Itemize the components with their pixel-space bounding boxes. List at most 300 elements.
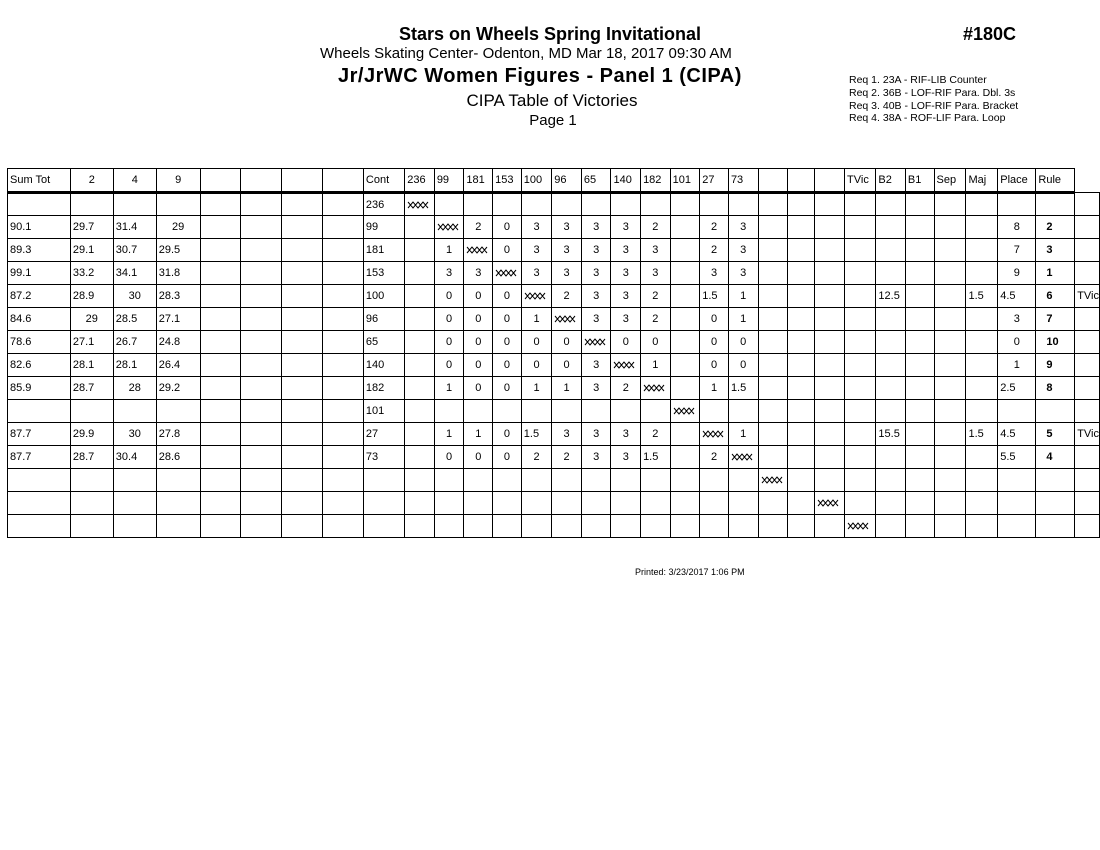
sep-cell <box>966 400 998 423</box>
venue-date-line: Wheels Skating Center- Odenton, MD Mar 18, 2017 09:30 AM <box>320 45 732 62</box>
victory-cell <box>788 193 815 216</box>
rule-cell <box>1075 492 1100 515</box>
judge-score-cell: 33.2 <box>70 262 113 285</box>
victory-cell: 3 <box>581 446 611 469</box>
victory-cell: 0 <box>700 331 729 354</box>
empty-cell <box>845 446 876 469</box>
printed-timestamp: Printed: 3/23/2017 1:06 PM <box>635 567 745 577</box>
column-header <box>282 169 323 193</box>
victory-cell <box>641 193 671 216</box>
victory-cell <box>758 239 788 262</box>
cross-out-icon <box>673 406 696 416</box>
victory-cell <box>788 492 815 515</box>
victory-cell: 0 <box>641 331 671 354</box>
victory-cell <box>405 354 435 377</box>
victory-cell: 2 <box>611 377 641 400</box>
victory-cell <box>670 446 700 469</box>
empty-judge-cell <box>282 216 323 239</box>
victory-cell <box>728 400 758 423</box>
requirement-2: Req 2. 36B - LOF-RIF Para. Dbl. 3s <box>849 86 1016 99</box>
victory-cell <box>670 216 700 239</box>
empty-judge-cell <box>241 377 282 400</box>
column-header: Place <box>998 169 1036 193</box>
empty-cell <box>845 331 876 354</box>
victory-cell: 3 <box>728 216 758 239</box>
victory-cell: 3 <box>611 308 641 331</box>
sum-total-cell: 87.7 <box>8 423 71 446</box>
empty-judge-cell <box>282 285 323 308</box>
victory-cell <box>758 262 788 285</box>
place-cell: 1 <box>1036 262 1075 285</box>
report-title: CIPA Table of Victories <box>466 91 638 110</box>
victory-cell: 1.5 <box>728 377 758 400</box>
victory-cell: 2 <box>641 308 671 331</box>
b1-cell <box>934 239 966 262</box>
victory-cell: 0 <box>521 354 552 377</box>
sep-cell: 1.5 <box>966 423 998 446</box>
empty-judge-cell <box>241 423 282 446</box>
victory-cell: 1.5 <box>700 285 729 308</box>
self-comparison-cell <box>758 469 788 492</box>
empty-judge-cell <box>323 377 364 400</box>
place-cell: 4 <box>1036 446 1075 469</box>
column-header: 99 <box>434 169 464 193</box>
empty-cell <box>815 400 845 423</box>
empty-cell <box>845 423 876 446</box>
empty-judge-cell <box>282 308 323 331</box>
victory-cell: 3 <box>521 216 552 239</box>
victory-cell: 1 <box>728 308 758 331</box>
empty-judge-cell <box>200 193 241 216</box>
victory-cell: 3 <box>728 262 758 285</box>
b2-cell <box>905 285 934 308</box>
victory-cell: 0 <box>493 423 522 446</box>
b2-cell <box>905 354 934 377</box>
empty-judge-cell <box>200 262 241 285</box>
judge-score-cell: 28.7 <box>70 446 113 469</box>
empty-cell <box>845 216 876 239</box>
empty-cell <box>815 469 845 492</box>
sum-total-cell <box>8 400 71 423</box>
judge-score-cell: 28 <box>113 377 156 400</box>
cross-out-icon <box>584 337 607 347</box>
b1-cell <box>934 492 966 515</box>
sep-cell <box>966 377 998 400</box>
cross-out-icon <box>437 222 460 232</box>
victory-cell <box>758 285 788 308</box>
empty-cell <box>815 515 845 538</box>
place-cell: 5 <box>1036 423 1075 446</box>
table-header-row <box>8 169 1100 193</box>
victory-cell: 1 <box>521 377 552 400</box>
judge-score-cell: 28.7 <box>70 377 113 400</box>
contestant-cell: 100 <box>363 285 404 308</box>
tvic-cell: 12.5 <box>876 285 905 308</box>
rule-cell <box>1075 469 1100 492</box>
victory-cell: 0 <box>464 446 493 469</box>
victory-cell <box>641 515 671 538</box>
empty-cell <box>815 262 845 285</box>
victory-cell: 3 <box>434 262 464 285</box>
judge-score-cell: 29.2 <box>156 377 200 400</box>
column-header <box>788 169 815 193</box>
victory-cell <box>521 515 552 538</box>
victory-cell <box>758 423 788 446</box>
victory-cell: 0 <box>552 331 582 354</box>
empty-judge-cell <box>241 446 282 469</box>
self-comparison-cell <box>552 308 582 331</box>
tvic-cell <box>876 262 905 285</box>
victory-cell: 3 <box>581 354 611 377</box>
sum-total-cell <box>8 515 71 538</box>
column-header: B2 <box>876 169 905 193</box>
sum-total-cell: 78.6 <box>8 331 71 354</box>
majority-cell: 8 <box>998 216 1036 239</box>
majority-cell <box>998 193 1036 216</box>
majority-cell <box>998 400 1036 423</box>
b2-cell <box>905 262 934 285</box>
empty-judge-cell <box>323 515 364 538</box>
tvic-cell <box>876 216 905 239</box>
place-cell <box>1036 515 1075 538</box>
column-header: 100 <box>521 169 552 193</box>
place-cell: 6 <box>1036 285 1075 308</box>
victory-cell <box>464 400 493 423</box>
column-header: 9 <box>156 169 200 193</box>
empty-judge-cell <box>200 446 241 469</box>
b1-cell <box>934 308 966 331</box>
victory-cell: 3 <box>581 239 611 262</box>
victory-cell: 2 <box>700 239 729 262</box>
empty-judge-cell <box>241 400 282 423</box>
victory-cell <box>493 400 522 423</box>
empty-judge-cell <box>241 331 282 354</box>
victory-cell <box>405 515 435 538</box>
victory-cell: 2 <box>464 216 493 239</box>
victory-cell <box>728 515 758 538</box>
victory-cell <box>405 308 435 331</box>
contestant-cell <box>363 492 404 515</box>
majority-cell: 7 <box>998 239 1036 262</box>
tvic-cell: 15.5 <box>876 423 905 446</box>
victory-cell: 0 <box>493 216 522 239</box>
b1-cell <box>934 377 966 400</box>
empty-judge-cell <box>200 377 241 400</box>
empty-judge-cell <box>282 331 323 354</box>
empty-cell <box>815 354 845 377</box>
judge-score-cell: 28.3 <box>156 285 200 308</box>
judge-score-cell: 29.1 <box>70 239 113 262</box>
sep-cell <box>966 308 998 331</box>
victory-cell <box>581 193 611 216</box>
victory-cell <box>405 469 435 492</box>
victory-cell <box>670 377 700 400</box>
rule-cell <box>1075 262 1100 285</box>
judge-score-cell <box>156 469 200 492</box>
column-header: Rule <box>1036 169 1075 193</box>
victory-cell: 3 <box>581 423 611 446</box>
column-header: 101 <box>670 169 700 193</box>
judge-score-cell: 29.5 <box>156 239 200 262</box>
b1-cell <box>934 354 966 377</box>
judge-score-cell <box>156 492 200 515</box>
victory-cell <box>434 193 464 216</box>
cross-out-icon <box>613 360 636 370</box>
cross-out-icon <box>817 498 840 508</box>
victory-cell <box>788 423 815 446</box>
column-header: 182 <box>641 169 671 193</box>
empty-judge-cell <box>241 354 282 377</box>
contestant-cell: 96 <box>363 308 404 331</box>
victory-cell <box>670 239 700 262</box>
table-of-victories <box>7 168 1100 538</box>
victory-cell <box>521 469 552 492</box>
empty-judge-cell <box>241 308 282 331</box>
victory-cell <box>758 193 788 216</box>
contestant-cell <box>363 515 404 538</box>
victory-cell: 0 <box>464 354 493 377</box>
empty-judge-cell <box>323 285 364 308</box>
empty-judge-cell <box>241 285 282 308</box>
sep-cell <box>966 354 998 377</box>
victory-cell <box>670 262 700 285</box>
victory-cell <box>728 469 758 492</box>
victory-cell <box>641 492 671 515</box>
contestant-cell: 182 <box>363 377 404 400</box>
judge-score-cell: 31.8 <box>156 262 200 285</box>
self-comparison-cell <box>815 492 845 515</box>
victory-cell <box>611 193 641 216</box>
victory-cell: 0 <box>434 285 464 308</box>
victory-cell: 2 <box>521 446 552 469</box>
event-name: Jr/JrWC Women Figures - Panel 1 (CIPA) <box>338 65 742 87</box>
victory-cell: 0 <box>464 285 493 308</box>
victory-cell <box>670 423 700 446</box>
empty-judge-cell <box>323 446 364 469</box>
tvic-cell <box>876 469 905 492</box>
victory-cell <box>405 423 435 446</box>
rule-cell <box>1075 216 1100 239</box>
victory-cell <box>464 515 493 538</box>
sum-total-cell: 87.2 <box>8 285 71 308</box>
cross-out-icon <box>466 245 489 255</box>
victory-cell <box>788 400 815 423</box>
victory-cell <box>464 469 493 492</box>
victory-cell: 0 <box>611 331 641 354</box>
victory-cell <box>700 492 729 515</box>
table-row <box>8 515 1100 538</box>
cross-out-icon <box>731 452 754 462</box>
victory-cell <box>434 400 464 423</box>
victory-cell: 3 <box>521 239 552 262</box>
empty-cell <box>815 239 845 262</box>
column-header <box>815 169 845 193</box>
victory-cell: 3 <box>611 423 641 446</box>
sum-total-cell: 87.7 <box>8 446 71 469</box>
empty-judge-cell <box>200 469 241 492</box>
victory-cell: 1 <box>434 377 464 400</box>
victory-cell <box>728 492 758 515</box>
sum-total-cell <box>8 193 71 216</box>
victory-cell <box>788 469 815 492</box>
victory-cell <box>670 492 700 515</box>
cross-out-icon <box>761 475 784 485</box>
victory-cell: 3 <box>641 262 671 285</box>
rule-cell <box>1075 377 1100 400</box>
empty-cell <box>845 354 876 377</box>
self-comparison-cell <box>521 285 552 308</box>
victory-cell <box>788 239 815 262</box>
table-row <box>8 354 1100 377</box>
victory-cell <box>405 262 435 285</box>
table-row <box>8 216 1100 239</box>
requirement-3: Req 3. 40B - LOF-RIF Para. Bracket <box>849 99 1019 112</box>
victory-cell <box>641 469 671 492</box>
sum-total-cell <box>8 469 71 492</box>
majority-cell: 2.5 <box>998 377 1036 400</box>
column-header: 2 <box>70 169 113 193</box>
empty-judge-cell <box>323 423 364 446</box>
sep-cell <box>966 515 998 538</box>
empty-judge-cell <box>200 354 241 377</box>
victory-cell <box>493 193 522 216</box>
b1-cell <box>934 400 966 423</box>
judge-score-cell <box>70 469 113 492</box>
victory-cell <box>434 515 464 538</box>
victory-cell: 2 <box>641 285 671 308</box>
b1-cell <box>934 285 966 308</box>
majority-cell: 0 <box>998 331 1036 354</box>
empty-cell <box>845 262 876 285</box>
victory-cell <box>611 400 641 423</box>
victory-cell <box>758 446 788 469</box>
contestant-cell: 27 <box>363 423 404 446</box>
empty-judge-cell <box>200 492 241 515</box>
victory-cell <box>758 377 788 400</box>
victory-cell <box>788 354 815 377</box>
judge-score-cell: 28.6 <box>156 446 200 469</box>
judge-score-cell: 29.9 <box>70 423 113 446</box>
cross-out-icon <box>524 291 547 301</box>
sep-cell <box>966 492 998 515</box>
sum-total-cell <box>8 492 71 515</box>
victory-cell <box>758 492 788 515</box>
judge-score-cell: 24.8 <box>156 331 200 354</box>
victory-cell <box>788 285 815 308</box>
rule-cell: TVic <box>1075 285 1100 308</box>
victory-cell <box>758 308 788 331</box>
judge-score-cell: 28.5 <box>113 308 156 331</box>
empty-judge-cell <box>200 423 241 446</box>
b1-cell <box>934 216 966 239</box>
judge-score-cell <box>156 515 200 538</box>
judge-score-cell: 27.1 <box>70 331 113 354</box>
empty-cell <box>815 377 845 400</box>
victory-cell: 1 <box>521 308 552 331</box>
table-row <box>8 262 1100 285</box>
judge-score-cell: 30.7 <box>113 239 156 262</box>
victory-cell: 1.5 <box>641 446 671 469</box>
tvic-cell <box>876 354 905 377</box>
event-number: #180C <box>963 24 1017 44</box>
victory-cell: 0 <box>493 354 522 377</box>
sep-cell <box>966 216 998 239</box>
empty-judge-cell <box>241 492 282 515</box>
victory-cell: 1 <box>641 354 671 377</box>
column-header <box>758 169 788 193</box>
tvic-cell <box>876 515 905 538</box>
table-row <box>8 331 1100 354</box>
b2-cell <box>905 400 934 423</box>
rule-cell <box>1075 239 1100 262</box>
tvic-cell <box>876 400 905 423</box>
self-comparison-cell <box>845 515 876 538</box>
contestant-cell: 153 <box>363 262 404 285</box>
victory-cell: 2 <box>641 423 671 446</box>
victory-cell <box>405 331 435 354</box>
empty-cell <box>815 446 845 469</box>
b2-cell <box>905 469 934 492</box>
requirements-list <box>849 74 1018 125</box>
victory-cell: 3 <box>464 262 493 285</box>
column-header: 140 <box>611 169 641 193</box>
empty-judge-cell <box>282 469 323 492</box>
victory-cell <box>552 400 582 423</box>
rule-cell <box>1075 446 1100 469</box>
b2-cell <box>905 492 934 515</box>
empty-judge-cell <box>282 423 323 446</box>
majority-cell: 9 <box>998 262 1036 285</box>
victory-cell <box>405 492 435 515</box>
majority-cell <box>998 515 1036 538</box>
empty-cell <box>845 193 876 216</box>
b1-cell <box>934 331 966 354</box>
victory-cell: 3 <box>611 446 641 469</box>
b1-cell <box>934 515 966 538</box>
victory-cell: 0 <box>552 354 582 377</box>
rule-cell <box>1075 331 1100 354</box>
judge-score-cell: 31.4 <box>113 216 156 239</box>
victory-cell <box>758 400 788 423</box>
column-header: 236 <box>405 169 435 193</box>
judge-score-cell <box>113 515 156 538</box>
victory-cell <box>758 331 788 354</box>
victory-cell <box>405 216 435 239</box>
self-comparison-cell <box>581 331 611 354</box>
victory-cell <box>641 400 671 423</box>
b1-cell <box>934 262 966 285</box>
majority-cell <box>998 492 1036 515</box>
column-header: Sum Tot <box>8 169 71 193</box>
judge-score-cell <box>113 400 156 423</box>
empty-judge-cell <box>200 308 241 331</box>
victory-cell: 0 <box>493 285 522 308</box>
rule-cell <box>1075 308 1100 331</box>
rule-cell <box>1075 400 1100 423</box>
table-row <box>8 423 1100 446</box>
victory-cell <box>788 331 815 354</box>
requirement-1: Req 1. 23A - RIF-LIB Counter <box>849 74 987 86</box>
column-header <box>200 169 241 193</box>
competition-title-text: Stars on Wheels Spring Invitational <box>398 24 702 44</box>
victory-cell <box>788 377 815 400</box>
victory-cell: 2 <box>641 216 671 239</box>
self-comparison-cell <box>493 262 522 285</box>
column-header: 4 <box>113 169 156 193</box>
victory-cell <box>493 469 522 492</box>
empty-judge-cell <box>323 308 364 331</box>
column-header <box>241 169 282 193</box>
